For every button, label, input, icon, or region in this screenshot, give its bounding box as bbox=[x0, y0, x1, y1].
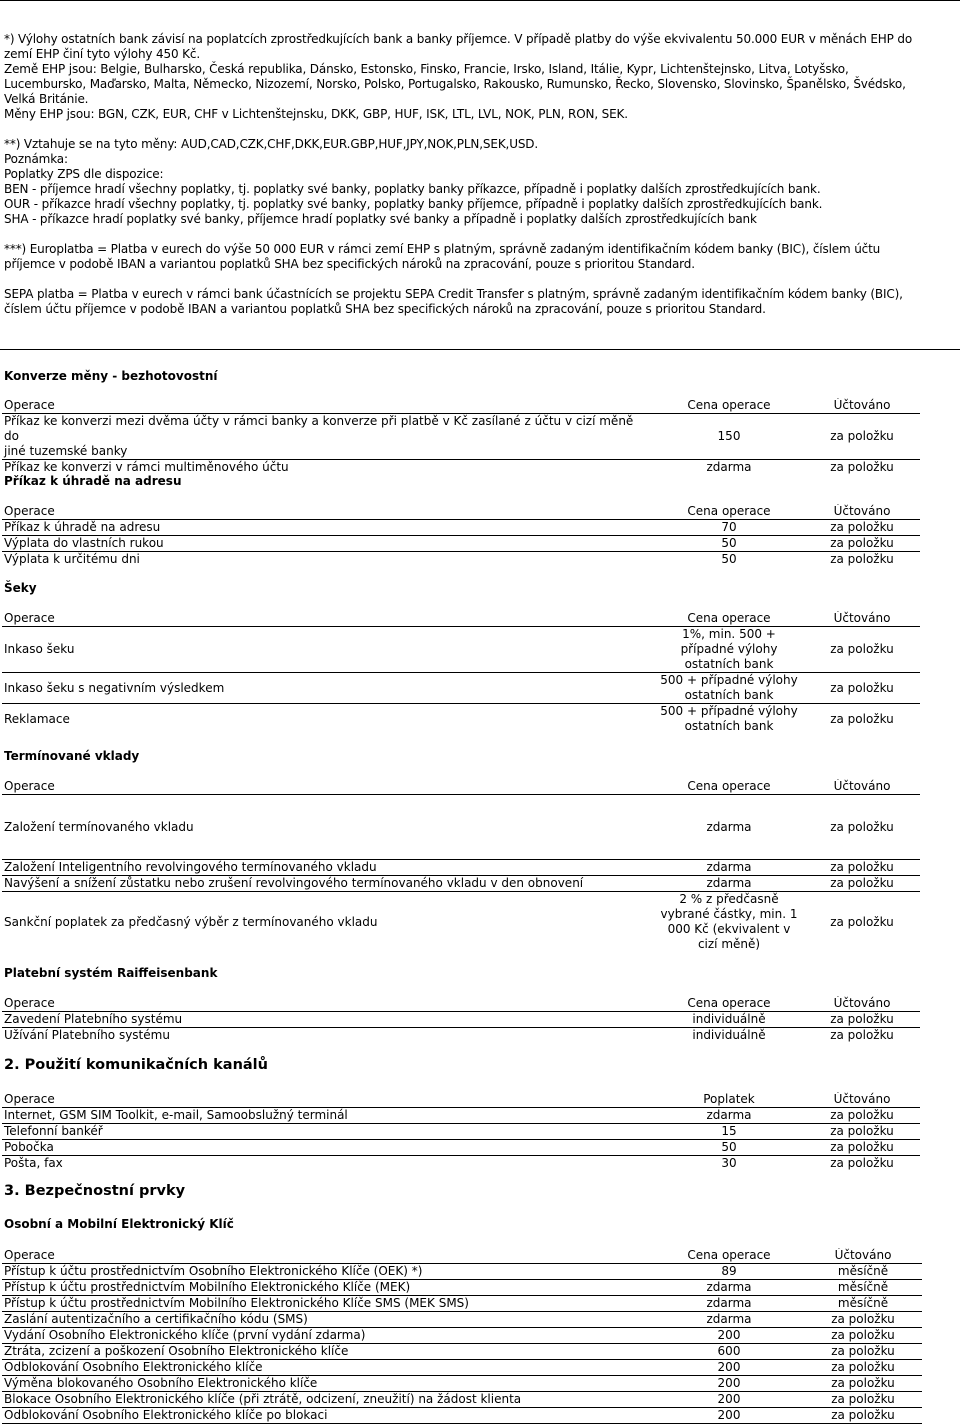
row-billing: za položku bbox=[830, 460, 894, 474]
row-billing: za položku bbox=[804, 1012, 920, 1028]
table-konverze bbox=[2, 398, 920, 475]
table-header bbox=[2, 504, 920, 520]
row-billing: za položku bbox=[830, 552, 894, 566]
table-row bbox=[2, 673, 920, 704]
row-operation: Zaslání autentizačního a certifikačního kódu (SMS) bbox=[2, 1312, 654, 1328]
note-ben: BEN - příjemce hradí všechny poplatky, tj. poplatky své banky, poplatky banky příkazce, případně i poplatky dalších zprostředkujících bank. bbox=[4, 182, 821, 196]
row-price: individuálně bbox=[654, 1012, 804, 1028]
row-price: zdarma bbox=[654, 1280, 804, 1296]
row-billing: za položku bbox=[804, 520, 920, 536]
row-operation: Navýšení a snížení zůstatku nebo zrušení revolvingového termínovaného vkladu v den obnovení bbox=[2, 876, 654, 892]
row-price: zdarma bbox=[654, 1312, 804, 1328]
table-header bbox=[2, 996, 920, 1012]
row-price: 15 bbox=[654, 1124, 804, 1140]
row-operation: Výplata k určitému dni bbox=[4, 552, 140, 566]
header-cena: Cena operace bbox=[654, 779, 804, 795]
row-price: 200 bbox=[654, 1408, 804, 1424]
row-price: zdarma bbox=[654, 1108, 804, 1124]
subsection-title-klic: Osobní a Mobilní Elektronický Klíč bbox=[4, 1217, 234, 1231]
row-price: zdarma bbox=[654, 860, 804, 876]
table-row bbox=[2, 892, 920, 953]
row-price: 500 + případné výlohy ostatních bank bbox=[654, 673, 804, 704]
row-billing: za položku bbox=[804, 1392, 922, 1408]
section-title-bezpecnost: 3. Bezpečnostní prvky bbox=[4, 1183, 186, 1199]
table-header bbox=[2, 1248, 922, 1264]
table-row bbox=[2, 1280, 922, 1296]
table-seky bbox=[2, 611, 920, 734]
header-poplatek: Poplatek bbox=[654, 1092, 804, 1108]
row-billing: za položku bbox=[804, 1328, 922, 1344]
table-row bbox=[2, 1264, 922, 1280]
row-operation: Odblokování Osobního Elektronického klíče po blokaci bbox=[2, 1408, 654, 1424]
row-price: 50 bbox=[721, 552, 737, 566]
note-eea-countries: Země EHP jsou: Belgie, Bulharsko, Česká republika, Dánsko, Estonsko, Finsko, Francie, Irsko, Island, Itálie, Kypr, Lichtenštejnsko, Litva, Lotyšsko, Lucembursko, Maďarsko, Malta, Německo, Nizozemí, Norsko, Polsko, Portugalsko, Rakousko, Rumunsko, Řecko, Slovensko, Slovinsko, Španělsko, Švédsko, Velká Británie. bbox=[4, 62, 906, 106]
row-price: 600 bbox=[654, 1344, 804, 1360]
table-platebni bbox=[2, 996, 920, 1043]
table-row bbox=[2, 860, 920, 876]
row-operation: Příkaz ke konverzi v rámci multiměnového účtu bbox=[4, 460, 289, 474]
row-billing: za položku bbox=[804, 627, 920, 673]
row-operation: Ztráta, zcizení a poškození Osobního Elektronického klíče bbox=[2, 1344, 654, 1360]
row-price: 30 bbox=[721, 1156, 737, 1170]
row-billing: za položku bbox=[804, 1312, 922, 1328]
row-billing: za položku bbox=[804, 1408, 922, 1424]
header-operace: Operace bbox=[2, 504, 654, 520]
row-price: 1%, min. 500 + případné výlohy ostatních bank bbox=[654, 627, 804, 673]
note-europlatba: ***) Europlatba = Platba v eurech do výše 50 000 EUR v rámci zemí EHP s platným, správně zadaným identifikačním kódem banky (BIC), číslem účtu příjemce v podobě IBAN a variantou poplatků SHA bez specifických nároků na zpracování, pouze s prioritou Standard. bbox=[4, 242, 881, 271]
table-row bbox=[2, 1028, 920, 1044]
note-eea-currencies: Měny EHP jsou: BGN, CZK, EUR, CHF v Lichtenštejnsku, DKK, GBP, HUF, ISK, LTL, LVL, NOK, PLN, RON, SEK. bbox=[4, 107, 628, 121]
header-cena: Cena operace bbox=[654, 996, 804, 1012]
table-row bbox=[2, 1108, 920, 1124]
header-uctovano: Účtováno bbox=[804, 996, 920, 1012]
header-operace: Operace bbox=[2, 1248, 654, 1264]
row-billing: měsíčně bbox=[804, 1296, 922, 1312]
header-operace: Operace bbox=[2, 996, 654, 1012]
header-cena: Cena operace bbox=[654, 611, 804, 627]
row-billing: za položku bbox=[804, 860, 920, 876]
table-row bbox=[2, 1344, 922, 1360]
header-operace: Operace bbox=[2, 1092, 654, 1108]
row-price: 89 bbox=[654, 1264, 804, 1280]
header-uctovano: Účtováno bbox=[804, 779, 920, 795]
row-price: 150 bbox=[654, 414, 804, 460]
row-billing: za položku bbox=[804, 876, 920, 892]
row-price: individuálně bbox=[692, 1028, 766, 1042]
row-billing: za položku bbox=[804, 536, 920, 552]
table-row bbox=[2, 460, 920, 476]
row-operation: Přístup k účtu prostřednictvím Osobního Elektronického Klíče (OEK) *) bbox=[2, 1264, 654, 1280]
row-price: 2 % z předčasně vybrané částky, min. 1 000 Kč (ekvivalent v cizí měně) bbox=[660, 892, 798, 951]
row-price: 200 bbox=[654, 1392, 804, 1408]
note-fees-other-banks: *) Výlohy ostatních bank závisí na poplatcích zprostředkujících bank a banky příjemce. V případě platby do výše ekvivalentu 50.000 EUR v měnách EHP do zemí EHP činí tyto výlohy 450 Kč. bbox=[4, 32, 913, 61]
header-uctovano: Účtováno bbox=[804, 398, 920, 414]
table-row bbox=[2, 520, 920, 536]
row-billing: za položku bbox=[804, 795, 920, 860]
table-bezpecnost bbox=[2, 1248, 922, 1424]
header-operace: Operace bbox=[2, 779, 654, 795]
row-operation: Vydání Osobního Elektronického klíče (první vydání zdarma) bbox=[2, 1328, 654, 1344]
row-operation: Příkaz ke konverzi mezi dvěma účty v rámci banky a konverze při platbě v Kč zasílané z účtu v cizí měně do jiné tuzemské banky bbox=[2, 414, 654, 460]
row-price: zdarma bbox=[706, 460, 752, 474]
row-billing: za položku bbox=[804, 1140, 920, 1156]
header-uctovano: Účtováno bbox=[804, 1248, 922, 1264]
table-row bbox=[2, 1296, 922, 1312]
row-operation: Pošta, fax bbox=[4, 1156, 63, 1170]
row-billing: za položku bbox=[830, 914, 894, 929]
row-operation: Zavedení Platebního systému bbox=[2, 1012, 654, 1028]
row-operation: Internet, GSM SIM Toolkit, e-mail, Samoobslužný terminál bbox=[2, 1108, 654, 1124]
row-operation: Blokace Osobního Elektronického klíče (při ztrátě, odcizení, zneužití) na žádost klienta bbox=[2, 1392, 654, 1408]
section-title-konverze: Konverze měny - bezhotovostní bbox=[4, 369, 218, 383]
row-operation: Výměna blokovaného Osobního Elektronického klíče bbox=[2, 1376, 654, 1392]
row-operation: Výplata do vlastních rukou bbox=[2, 536, 654, 552]
row-price: zdarma bbox=[654, 1296, 804, 1312]
row-billing: za položku bbox=[830, 1156, 894, 1170]
row-billing: za položku bbox=[804, 1360, 922, 1376]
row-price: 50 bbox=[654, 1140, 804, 1156]
footnotes bbox=[4, 32, 954, 317]
table-row bbox=[2, 704, 920, 735]
row-operation: Příkaz k úhradě na adresu bbox=[2, 520, 654, 536]
table-row bbox=[2, 795, 920, 860]
header-cena: Cena operace bbox=[654, 398, 804, 414]
row-operation: Přístup k účtu prostřednictvím Mobilního Elektronického Klíče (MEK) bbox=[2, 1280, 654, 1296]
note-currencies: **) Vztahuje se na tyto měny: AUD,CAD,CZK,CHF,DKK,EUR.GBP,HUF,JPY,NOK,PLN,SEK,USD. bbox=[4, 137, 539, 151]
note-our: OUR - příkazce hradí všechny poplatky, tj. poplatky své banky, poplatky banky příjemce, případně i poplatky dalších zprostředkujících bank. bbox=[4, 197, 823, 211]
table-row bbox=[2, 1124, 920, 1140]
row-billing: za položku bbox=[804, 673, 920, 704]
top-rule bbox=[0, 0, 960, 1]
table-row bbox=[2, 1376, 922, 1392]
row-operation: Užívání Platebního systému bbox=[4, 1028, 170, 1042]
row-price: zdarma bbox=[654, 795, 804, 860]
row-price: zdarma bbox=[654, 876, 804, 892]
row-billing: měsíčně bbox=[804, 1280, 922, 1296]
header-cena: Cena operace bbox=[654, 1248, 804, 1264]
section-title-vklady: Termínované vklady bbox=[4, 749, 140, 763]
row-operation: Založení Inteligentního revolvingového termínovaného vkladu bbox=[2, 860, 654, 876]
table-row bbox=[2, 1156, 920, 1172]
section-title-platebni: Platební systém Raiffeisenbank bbox=[4, 966, 218, 980]
table-kanaly bbox=[2, 1092, 920, 1171]
table-header bbox=[2, 611, 920, 627]
row-billing: za položku bbox=[804, 1108, 920, 1124]
table-row bbox=[2, 876, 920, 892]
row-price: 70 bbox=[654, 520, 804, 536]
header-uctovano: Účtováno bbox=[804, 1092, 920, 1108]
header-operace: Operace bbox=[2, 611, 654, 627]
note-zps: Poplatky ZPS dle dispozice: bbox=[4, 167, 164, 181]
table-row bbox=[2, 1328, 922, 1344]
table-row bbox=[2, 414, 920, 460]
table-row bbox=[2, 1012, 920, 1028]
row-operation: Sankční poplatek za předčasný výběr z termínovaného vkladu bbox=[4, 914, 378, 929]
table-row bbox=[2, 1408, 922, 1424]
row-billing: za položku bbox=[804, 1376, 922, 1392]
row-billing: za položku bbox=[804, 414, 920, 460]
row-operation: Inkaso šeku s negativním výsledkem bbox=[2, 673, 654, 704]
header-uctovano: Účtováno bbox=[804, 611, 920, 627]
header-uctovano: Účtováno bbox=[804, 504, 920, 520]
section-title-seky: Šeky bbox=[4, 581, 37, 595]
note-sha: SHA - příkazce hradí poplatky své banky, příjemce hradí poplatky své banky a případně i poplatky dalších zprostředkujících bank bbox=[4, 212, 757, 226]
table-header bbox=[2, 398, 920, 414]
row-price: 200 bbox=[654, 1328, 804, 1344]
note-sepa: SEPA platba = Platba v eurech v rámci bank účastnících se projektu SEPA Credit Transfer s platným, správně zadaným identifikačním kódem banky (BIC), číslem účtu příjemce v podobě IBAN a variantou poplatků SHA bez specifických nároků na zpracování, pouze s prioritou Standard. bbox=[4, 287, 903, 316]
row-operation: Přístup k účtu prostřednictvím Mobilního Elektronického Klíče SMS (MEK SMS) bbox=[2, 1296, 654, 1312]
section-divider bbox=[0, 349, 960, 350]
row-billing: za položku bbox=[804, 1124, 920, 1140]
table-row bbox=[2, 1392, 922, 1408]
table-row bbox=[2, 1140, 920, 1156]
table-adresa bbox=[2, 504, 920, 567]
row-operation: Odblokování Osobního Elektronického klíče bbox=[2, 1360, 654, 1376]
row-price: 200 bbox=[654, 1376, 804, 1392]
table-header bbox=[2, 779, 920, 795]
row-operation: Telefonní bankéř bbox=[2, 1124, 654, 1140]
table-vklady bbox=[2, 779, 920, 952]
section-title-kanaly: 2. Použití komunikačních kanálů bbox=[4, 1057, 268, 1073]
row-operation: Reklamace bbox=[4, 711, 70, 726]
table-row bbox=[2, 627, 920, 673]
header-cena: Cena operace bbox=[654, 504, 804, 520]
row-operation: Pobočka bbox=[2, 1140, 654, 1156]
row-billing: měsíčně bbox=[804, 1264, 922, 1280]
table-header bbox=[2, 1092, 920, 1108]
table-row bbox=[2, 552, 920, 568]
row-price: 50 bbox=[654, 536, 804, 552]
table-row bbox=[2, 1360, 922, 1376]
row-billing: za položku bbox=[830, 711, 894, 726]
table-row bbox=[2, 536, 920, 552]
row-operation: Inkaso šeku bbox=[2, 627, 654, 673]
row-billing: za položku bbox=[804, 1344, 922, 1360]
section-title-adresa: Příkaz k úhradě na adresu bbox=[4, 474, 182, 488]
row-price: 500 + případné výlohy ostatních bank bbox=[660, 704, 798, 733]
row-operation: Založení termínovaného vkladu bbox=[2, 795, 654, 860]
row-price: 200 bbox=[654, 1360, 804, 1376]
row-billing: za položku bbox=[830, 1028, 894, 1042]
table-row bbox=[2, 1312, 922, 1328]
header-operace: Operace bbox=[2, 398, 654, 414]
note-remark: Poznámka: bbox=[4, 152, 68, 166]
